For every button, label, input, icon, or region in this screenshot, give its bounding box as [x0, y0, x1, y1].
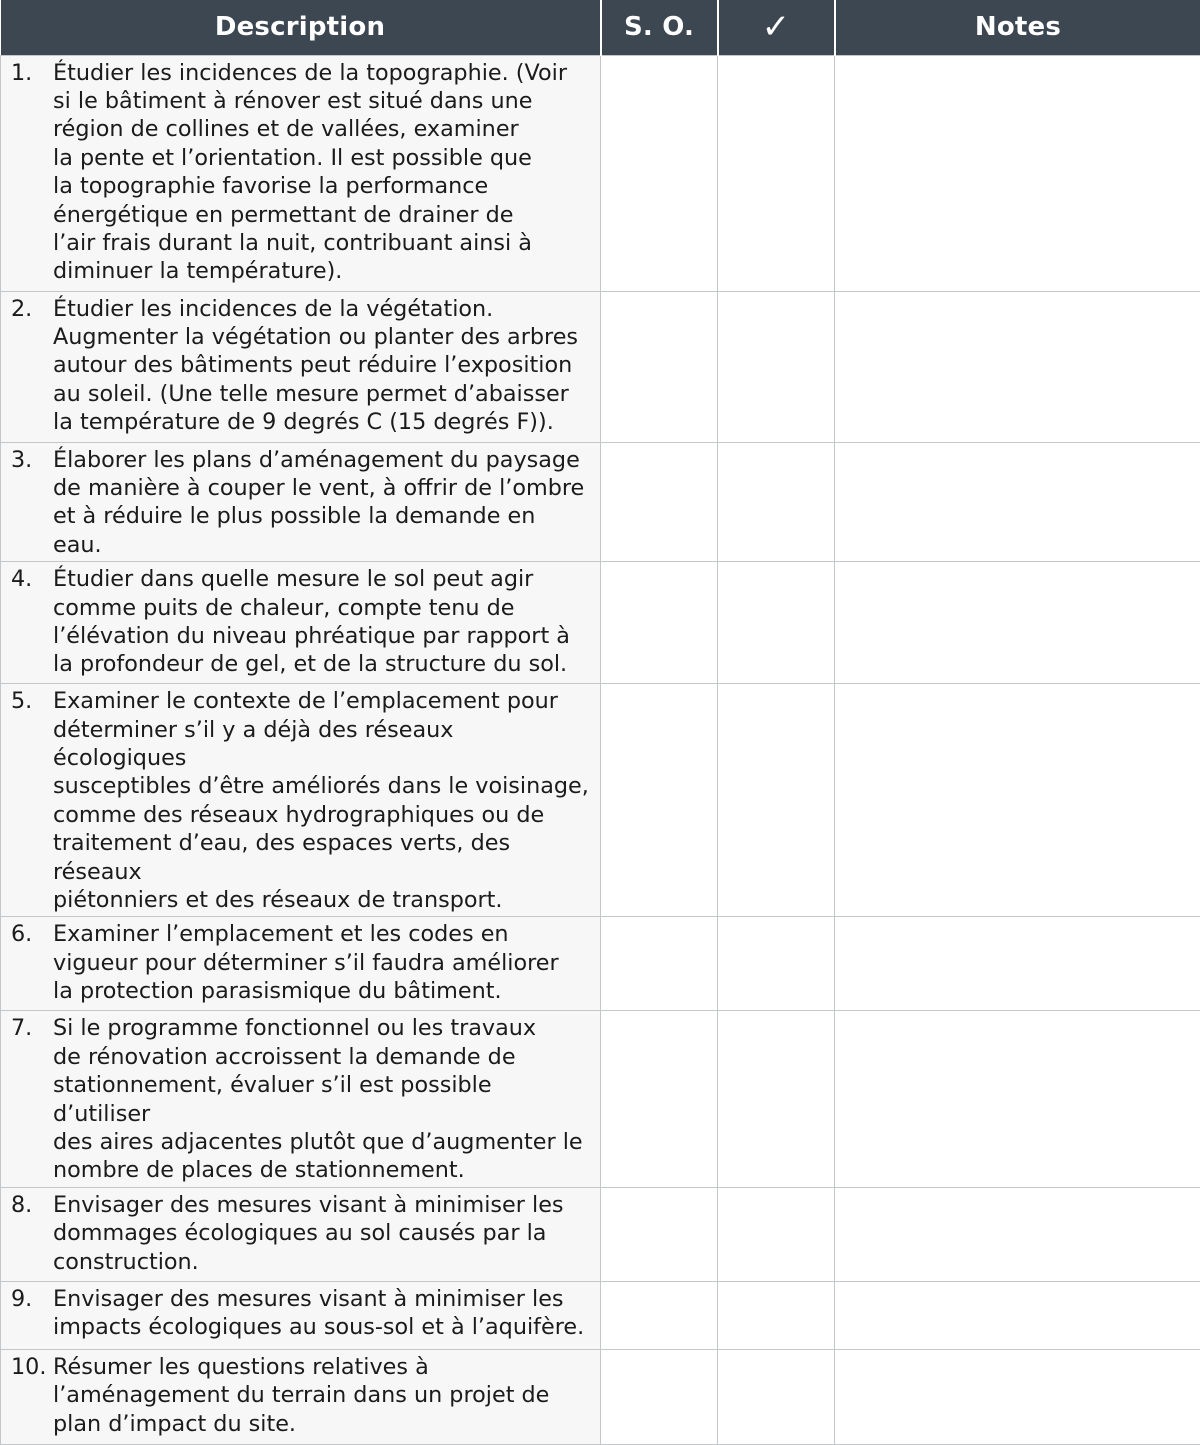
item-text [53, 59, 590, 286]
check-cell[interactable] [718, 291, 835, 442]
notes-cell[interactable] [835, 1349, 1200, 1444]
item-text-line: déterminer s’il y a déjà des réseaux écologiques [53, 716, 590, 773]
notes-cell[interactable] [835, 291, 1200, 442]
so-cell[interactable] [601, 1187, 718, 1281]
item-text-line: dommages écologiques au sol causés par la [53, 1219, 590, 1247]
table-row [1, 1011, 1200, 1187]
so-cell[interactable] [601, 291, 718, 442]
table-row [1, 55, 1200, 291]
item-text-line: comme puits de chaleur, compte tenu de [53, 594, 590, 622]
item-text-line: Augmenter la végétation ou planter des arbres [53, 323, 590, 351]
header-check [718, 0, 835, 55]
so-cell[interactable] [601, 442, 718, 562]
table-body [1, 55, 1200, 1444]
item-text-line: vigueur pour déterminer s’il faudra améliorer [53, 949, 590, 977]
notes-cell[interactable] [835, 55, 1200, 291]
table-row [1, 917, 1200, 1011]
header-description: Description [1, 0, 601, 55]
so-cell[interactable] [601, 917, 718, 1011]
item-text-line: construction. [53, 1248, 590, 1276]
item-text-line: la topographie favorise la performance [53, 172, 590, 200]
item-text-line: diminuer la température). [53, 257, 590, 285]
notes-cell[interactable] [835, 1011, 1200, 1187]
item-text-line: Résumer les questions relatives à [53, 1353, 590, 1381]
item-text-line: la température de 9 degrés C (15 degrés F)). [53, 408, 590, 436]
item-text-line: la profondeur de gel, et de la structure du sol. [53, 650, 590, 678]
item-text-line: l’aménagement du terrain dans un projet de [53, 1381, 590, 1409]
header-notes: Notes [835, 0, 1200, 55]
description-cell [1, 1281, 601, 1349]
item-text [53, 446, 590, 560]
table-row [1, 562, 1200, 684]
notes-cell[interactable] [835, 1187, 1200, 1281]
item-text-line: l’élévation du niveau phréatique par rapport à [53, 622, 590, 650]
description-cell [1, 1187, 601, 1281]
item-text-line: nombre de places de stationnement. [53, 1156, 590, 1184]
so-cell[interactable] [601, 1011, 718, 1187]
item-number: 7. [11, 1014, 53, 1042]
item-text-line: Élaborer les plans d’aménagement du paysage [53, 446, 590, 474]
checkmark-icon: ✓ [762, 10, 791, 44]
notes-cell[interactable] [835, 684, 1200, 917]
table-row [1, 684, 1200, 917]
item-number: 9. [11, 1285, 53, 1313]
item-text-line: Examiner l’emplacement et les codes en [53, 920, 590, 948]
item-number: 6. [11, 920, 53, 948]
item-text-line: de manière à couper le vent, à offrir de l’ombre [53, 474, 590, 502]
checklist-item [11, 1191, 590, 1276]
item-text-line: et à réduire le plus possible la demande en eau. [53, 502, 590, 559]
item-text [53, 1285, 590, 1342]
notes-cell[interactable] [835, 562, 1200, 684]
item-text-line: susceptibles d’être améliorés dans le voisinage, [53, 772, 590, 800]
check-cell[interactable] [718, 55, 835, 291]
checklist-item [11, 446, 590, 560]
item-text-line: traitement d’eau, des espaces verts, des réseaux [53, 829, 590, 886]
item-text-line: de rénovation accroissent la demande de [53, 1043, 590, 1071]
description-cell [1, 55, 601, 291]
item-text-line: Envisager des mesures visant à minimiser les [53, 1191, 590, 1219]
table-row [1, 291, 1200, 442]
item-number: 3. [11, 446, 53, 474]
notes-cell[interactable] [835, 442, 1200, 562]
item-text-line: région de collines et de vallées, examiner [53, 115, 590, 143]
item-number: 1. [11, 59, 53, 87]
description-cell [1, 1011, 601, 1187]
item-text [53, 295, 590, 437]
checklist-item [11, 687, 590, 914]
item-text [53, 565, 590, 679]
check-cell[interactable] [718, 562, 835, 684]
checklist-item [11, 565, 590, 679]
notes-cell[interactable] [835, 1281, 1200, 1349]
item-text-line: impacts écologiques au sous-sol et à l’aquifère. [53, 1313, 590, 1341]
item-text-line: Étudier dans quelle mesure le sol peut agir [53, 565, 590, 593]
item-text-line: piétonniers et des réseaux de transport. [53, 886, 590, 914]
checklist-item [11, 295, 590, 437]
checklist-item [11, 59, 590, 286]
description-cell [1, 442, 601, 562]
check-cell[interactable] [718, 442, 835, 562]
so-cell[interactable] [601, 562, 718, 684]
item-number: 4. [11, 565, 53, 593]
table-row [1, 1349, 1200, 1444]
so-cell[interactable] [601, 1349, 718, 1444]
table-header [1, 0, 1200, 55]
so-cell[interactable] [601, 684, 718, 917]
item-text-line: énergétique en permettant de drainer de [53, 201, 590, 229]
item-text-line: Étudier les incidences de la végétation. [53, 295, 590, 323]
so-cell[interactable] [601, 55, 718, 291]
description-cell [1, 562, 601, 684]
item-text [53, 1191, 590, 1276]
check-cell[interactable] [718, 1349, 835, 1444]
item-text-line: comme des réseaux hydrographiques ou de [53, 801, 590, 829]
check-cell[interactable] [718, 684, 835, 917]
item-text-line: des aires adjacentes plutôt que d’augmenter le [53, 1128, 590, 1156]
check-cell[interactable] [718, 917, 835, 1011]
item-text-line: Examiner le contexte de l’emplacement pour [53, 687, 590, 715]
item-text-line: la pente et l’orientation. Il est possible que [53, 144, 590, 172]
item-text-line: la protection parasismique du bâtiment. [53, 977, 590, 1005]
description-cell [1, 684, 601, 917]
item-text-line: l’air frais durant la nuit, contribuant ainsi à [53, 229, 590, 257]
checklist-item [11, 920, 590, 1005]
item-text-line: au soleil. (Une telle mesure permet d’abaisser [53, 380, 590, 408]
checklist-item [11, 1014, 590, 1184]
item-text-line: Si le programme fonctionnel ou les travaux [53, 1014, 590, 1042]
header-so: S. O. [601, 0, 718, 55]
item-text-line: Envisager des mesures visant à minimiser les [53, 1285, 590, 1313]
item-text [53, 1014, 590, 1184]
item-number: 8. [11, 1191, 53, 1219]
item-text-line: stationnement, évaluer s’il est possible d’utiliser [53, 1071, 590, 1128]
table-row [1, 442, 1200, 562]
item-number: 5. [11, 687, 53, 715]
item-text [53, 687, 590, 914]
item-number: 10. [11, 1353, 53, 1381]
table-row [1, 1187, 1200, 1281]
description-cell [1, 1349, 601, 1444]
description-cell [1, 291, 601, 442]
so-cell[interactable] [601, 1281, 718, 1349]
header-row [1, 0, 1200, 55]
item-text-line: autour des bâtiments peut réduire l’exposition [53, 351, 590, 379]
item-number: 2. [11, 295, 53, 323]
item-text-line: Étudier les incidences de la topographie. (Voir [53, 59, 590, 87]
item-text-line: plan d’impact du site. [53, 1410, 590, 1438]
check-cell[interactable] [718, 1281, 835, 1349]
checklist-item [11, 1353, 590, 1438]
notes-cell[interactable] [835, 917, 1200, 1011]
check-cell[interactable] [718, 1011, 835, 1187]
item-text-line: si le bâtiment à rénover est situé dans une [53, 87, 590, 115]
description-cell [1, 917, 601, 1011]
check-cell[interactable] [718, 1187, 835, 1281]
checklist-item [11, 1285, 590, 1342]
table-row [1, 1281, 1200, 1349]
item-text [53, 1353, 590, 1438]
item-text [53, 920, 590, 1005]
